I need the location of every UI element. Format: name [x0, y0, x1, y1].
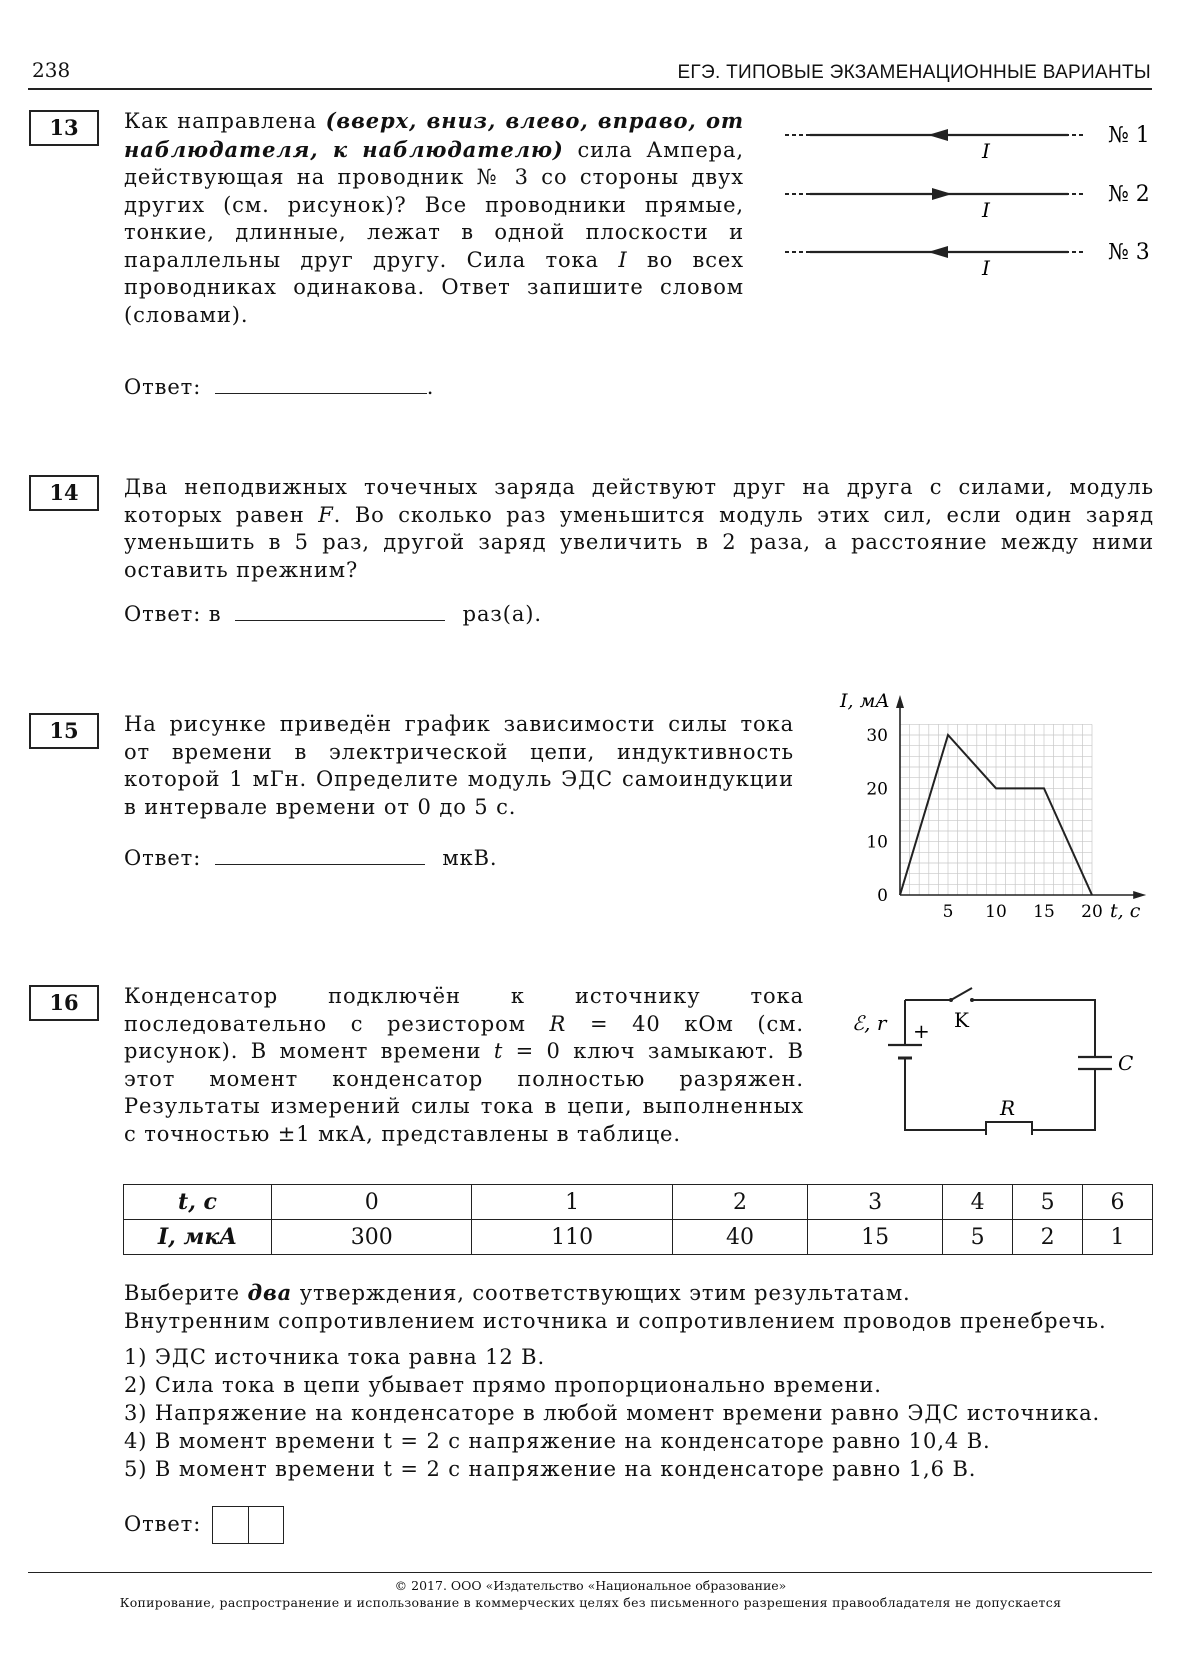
question-14-number: 14	[29, 475, 99, 511]
question-14-text	[124, 474, 1154, 584]
y-axis-arrow-icon	[896, 695, 904, 708]
resistor-icon	[986, 1122, 1032, 1135]
x-tick-label: 15	[1033, 902, 1055, 922]
table-cell: 2	[672, 1185, 807, 1220]
q16-choose-emph: два	[247, 1280, 293, 1305]
wire-2	[785, 182, 1150, 222]
table-cell: 1	[1083, 1220, 1153, 1255]
table-cell: 5	[943, 1220, 1013, 1255]
arrow-left-icon	[928, 129, 948, 141]
x-axis-label: t, c	[1110, 900, 1141, 922]
table-cell: 40	[672, 1220, 807, 1255]
table-row	[124, 1220, 1153, 1255]
measurement-table	[123, 1184, 1153, 1255]
q13-answer-label: Ответ:	[124, 375, 202, 399]
question-13-number: 13	[29, 110, 99, 146]
question-15-number: 15	[29, 713, 99, 749]
table-cell: 15	[808, 1220, 943, 1255]
y-tick-label: 10	[866, 832, 888, 853]
question-15-answer	[124, 844, 498, 870]
current-time-chart	[820, 680, 1160, 930]
wire-3-current: I	[982, 256, 990, 280]
header-rule	[28, 88, 1152, 90]
answer-box-1[interactable]	[213, 1507, 249, 1543]
wire-1-label: № 1	[1108, 123, 1150, 148]
footer-rule	[28, 1572, 1152, 1573]
question-14-answer	[124, 600, 542, 626]
q15-text: На рисунке приведён график зависимости силы тока от времени в электрической цепи, индуктивность которой 1 мГн. Определите модуль ЭДС самоиндукции в интервале времени от 0 до 5 с.	[124, 712, 794, 819]
q14-answer-label: Ответ: в	[124, 602, 222, 626]
option-2: 2) Сила тока в цепи убывает прямо пропорционально времени.	[124, 1373, 882, 1397]
q16-p1: Конденсатор подключён к источнику тока последовательно с резистором	[124, 984, 804, 1036]
q13-answer-blank[interactable]	[215, 373, 427, 394]
q13-answer-suffix: .	[426, 375, 435, 399]
q13-current-symbol: I	[618, 247, 628, 272]
option-3: 3) Напряжение на конденсаторе в любой момент времени равно ЭДС источника.	[124, 1401, 1101, 1425]
option-4: 4) В момент времени t = 2 с напряжение на конденсаторе равно 10,4 В.	[124, 1429, 991, 1453]
table-cell: 2	[1013, 1220, 1083, 1255]
wire-2-current: I	[982, 198, 990, 222]
x-tick-label: 5	[942, 902, 954, 922]
q16-t-symbol: t	[493, 1039, 504, 1063]
wire-3-label: № 3	[1108, 240, 1150, 265]
q15-answer-suffix: мкВ.	[442, 846, 498, 870]
footer-copyright: © 2017. ООО «Издательство «Национальное образование»	[394, 1578, 787, 1593]
plus-sign: +	[913, 1019, 930, 1043]
q13-text-after: сила Ампера, действующая на проводник № 3 со стороны двух других (см. рисунок)? Все проводники прямые, тонкие, длинные, лежат в одной плоскости и параллельны друг другу. Сила тока	[124, 137, 744, 272]
wire-2-label: № 2	[1108, 182, 1150, 207]
capacitor-label: C	[1118, 1051, 1134, 1075]
wire-1-current: I	[982, 139, 990, 163]
table-header-time: t, c	[124, 1185, 272, 1220]
q16-answer-boxes	[212, 1506, 284, 1544]
y-axis-label: I, мА	[840, 690, 890, 712]
table-row	[124, 1185, 1153, 1220]
table-cell: 4	[943, 1185, 1013, 1220]
q16-instructions	[124, 1279, 1164, 1335]
running-title: ЕГЭ. ТИПОВЫЕ ЭКЗАМЕНАЦИОННЫЕ ВАРИАНТЫ	[677, 62, 1151, 83]
capacitor-icon	[1078, 1057, 1112, 1069]
q16-answer-label: Ответ:	[124, 1512, 202, 1536]
wire-3	[785, 240, 1150, 280]
table-cell: 300	[272, 1220, 472, 1255]
wire-1	[785, 123, 1150, 163]
option-1: 1) ЭДС источника тока равна 12 В.	[124, 1345, 546, 1369]
q13-text-before: Как направлена	[124, 109, 326, 133]
q14-text-before: Два неподвижных точечных заряда действуют друг на друга с силами, модуль которых равен	[124, 475, 1154, 527]
q14-force-symbol: F	[318, 502, 334, 527]
page-number: 238	[32, 58, 71, 82]
q13-text-emphasis: (вверх, вниз, влево, вправо, от наблюдателя, к наблюдателю)	[124, 108, 744, 162]
q14-text-after: . Во сколько раз уменьшится модуль этих сил, если один заряд уменьшить в 5 раз, другой заряд увеличить в 2 раза, а расстояние между ними оставить прежним?	[124, 502, 1154, 582]
circuit-diagram	[850, 985, 1160, 1135]
x-tick-label: 20	[1081, 902, 1103, 922]
q16-neglect: Внутренним сопротивлением источника и сопротивлением проводов пренебречь.	[124, 1308, 1107, 1333]
y-tick-label: 20	[866, 779, 888, 800]
wires-figure	[780, 115, 1160, 290]
arrow-right-icon	[932, 188, 952, 200]
table-cell: 6	[1083, 1185, 1153, 1220]
question-16-text	[124, 983, 804, 1148]
question-15-text	[124, 711, 794, 821]
source-label: ℰ, r	[852, 1011, 887, 1035]
table-cell: 110	[472, 1220, 672, 1255]
q16-p3: = 0 ключ замыкают. В этот момент конденсатор полностью разряжен. Результаты измерений силы тока в цепи, выполненных с точностью ±1 мкА, представлены в таблице.	[124, 1039, 804, 1146]
q16-choose-before: Выберите	[124, 1281, 248, 1305]
key-label: K	[954, 1008, 969, 1032]
answer-box-2[interactable]	[249, 1507, 284, 1543]
q14-answer-blank[interactable]	[235, 600, 445, 621]
q15-answer-label: Ответ:	[124, 846, 202, 870]
table-cell: 0	[272, 1185, 472, 1220]
question-13-text	[124, 107, 744, 329]
x-tick-label: 10	[985, 902, 1007, 922]
q16-choose-after: утверждения, соответствующих этим результатам.	[292, 1281, 911, 1305]
option-5: 5) В момент времени t = 2 с напряжение на конденсаторе равно 1,6 В.	[124, 1457, 977, 1481]
q15-answer-blank[interactable]	[215, 844, 425, 865]
table-header-current: I, мкА	[124, 1220, 272, 1255]
arrow-left-icon	[928, 246, 948, 258]
y-tick-label: 0	[877, 886, 888, 906]
table-cell: 3	[808, 1185, 943, 1220]
resistor-label: R	[1000, 1096, 1016, 1120]
q16-p2: = 40 кОм (см. рисунок). В момент времени	[124, 1011, 804, 1063]
question-16-number: 16	[29, 985, 99, 1021]
x-axis-arrow-icon	[1133, 891, 1146, 899]
q16-r-symbol: R	[549, 1011, 567, 1036]
table-cell: 1	[472, 1185, 672, 1220]
q16-options	[124, 1343, 1100, 1483]
table-cell: 5	[1013, 1185, 1083, 1220]
y-tick-label: 30	[866, 726, 888, 746]
q14-answer-suffix: раз(а).	[462, 602, 542, 626]
q13-text-end: во всех проводниках одинакова. Ответ запишите словом (словами).	[124, 247, 745, 327]
question-13-answer	[124, 373, 434, 399]
footer-notice: Копирование, распространение и использование в коммерческих целях без письменного разрешения правообладателя не допускается	[119, 1595, 1062, 1610]
